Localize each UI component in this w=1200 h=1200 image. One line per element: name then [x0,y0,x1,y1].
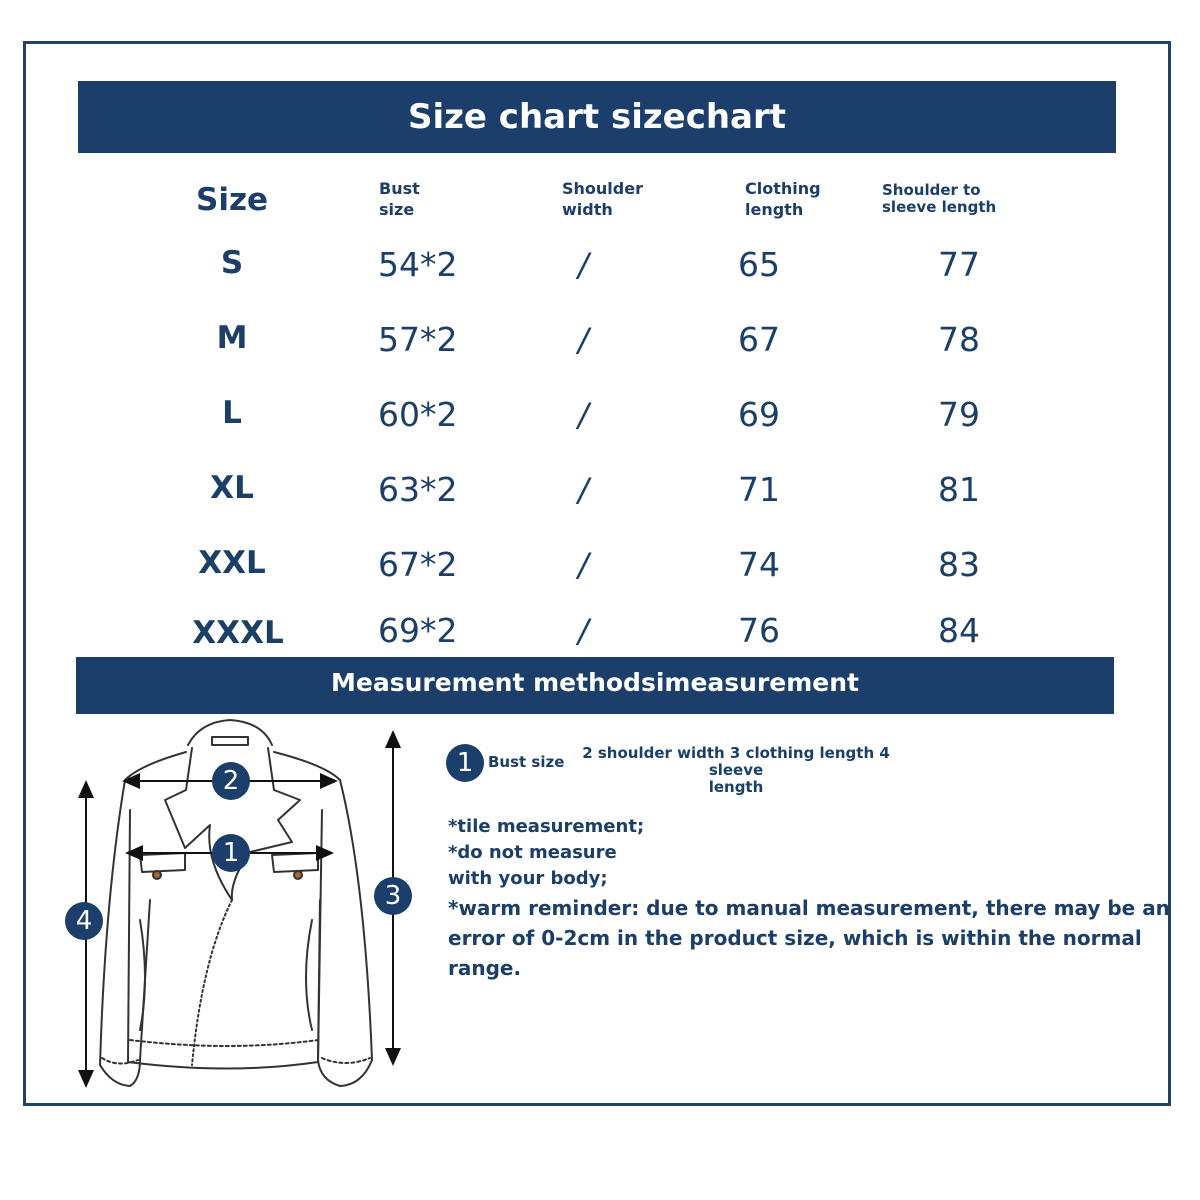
legend-bust: Bust size [488,753,565,771]
reminder-line-2: error of 0-2cm in the product size, which is within the normal range. [448,926,1142,980]
sleeve-cell: 78 [938,320,980,359]
clothing-cell: 65 [738,245,780,284]
sleeve-cell: 83 [938,545,980,584]
clothing-cell: 69 [738,395,780,434]
size-cell: L [222,395,242,431]
clothing-cell: 76 [738,611,780,650]
bust-cell: 60*2 [378,395,458,434]
marker-2-icon: 2 [212,762,250,800]
header-clothing: Clothing length [745,179,821,219]
page-title: Size chart sizechart [78,81,1116,153]
bust-cell: 67*2 [378,545,458,584]
reminder-line-1: *warm reminder: due to manual measurement, there may be an [448,896,1170,920]
bust-cell: 63*2 [378,470,458,509]
marker-3-icon: 3 [374,877,412,915]
clothing-cell: 71 [738,470,780,509]
shoulder-cell: / [578,471,589,509]
header-bust: Bust size [379,179,420,219]
size-cell: XXL [198,545,266,581]
shoulder-cell: / [578,246,589,284]
clothing-cell: 67 [738,320,780,359]
bust-cell: 54*2 [378,245,458,284]
shoulder-cell: / [578,546,589,584]
sleeve-cell: 79 [938,395,980,434]
marker-1-icon: 1 [212,834,250,872]
legend-badge-icon: 1 [446,744,484,782]
note-do-not: *do not measure [448,842,617,863]
shoulder-cell: / [578,612,589,650]
size-cell: XXXL [192,615,284,651]
sleeve-cell: 81 [938,470,980,509]
header-size: Size [196,182,269,218]
shoulder-cell: / [578,396,589,434]
size-cell: M [216,320,248,356]
clothing-cell: 74 [738,545,780,584]
sleeve-cell: 77 [938,245,980,284]
marker-4-icon: 4 [65,902,103,940]
sleeve-cell: 84 [938,611,980,650]
bust-cell: 57*2 [378,320,458,359]
size-cell: S [220,245,244,281]
size-cell: XL [210,470,254,506]
header-shoulder: Shoulder width [562,179,643,219]
measurement-title: Measurement methodsimeasurement [76,657,1114,714]
legend-rest: 2 shoulder width 3 clothing length 4 sleeve length [582,744,890,796]
header-sleeve: Shoulder to sleeve length [882,181,997,216]
shoulder-cell: / [578,321,589,359]
note-tile: *tile measurement; [448,816,645,837]
bust-cell: 69*2 [378,611,458,650]
note-body: with your body; [448,868,608,889]
